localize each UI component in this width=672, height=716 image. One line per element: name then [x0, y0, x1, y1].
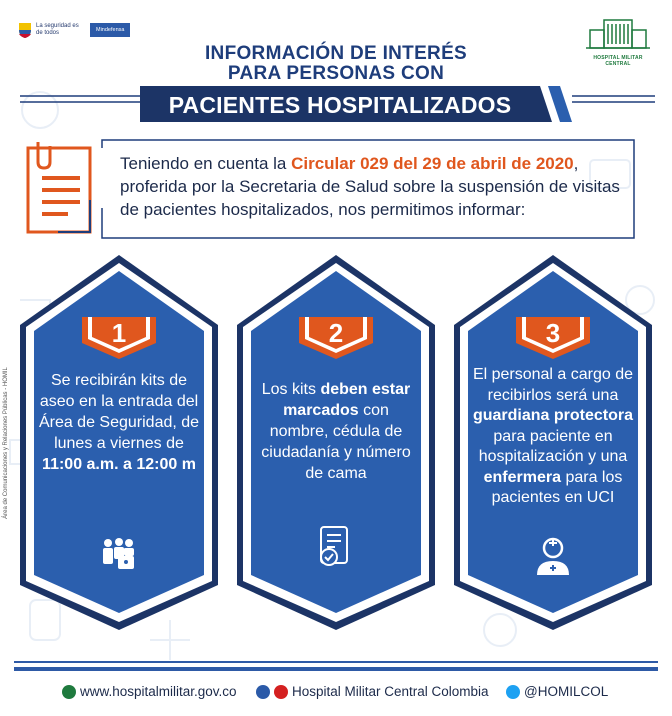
colombia-shield-icon — [18, 22, 32, 38]
intro-text — [120, 152, 620, 221]
social-link[interactable]: Hospital Militar Central Colombia — [292, 684, 489, 699]
intro-rest: , proferida por la Secretaria de Salud sobre la suspensión de visitas de pacientes hospitalizados, nos permitimos informar: — [120, 154, 620, 219]
footer-social[interactable] — [256, 684, 489, 699]
gov-logo-text: La seguridad es de todos — [36, 23, 79, 36]
info-card-2 — [237, 255, 435, 630]
footer — [0, 682, 672, 704]
card-3-text-a: El personal a cargo de recibirlos será una — [472, 366, 634, 404]
twitter-icon — [506, 685, 520, 699]
card-3-text-b: guardiana protectora — [472, 407, 634, 424]
footer-rule-bottom — [14, 667, 658, 671]
card-3-text-c: para paciente en hospitalización y una — [478, 427, 628, 465]
circular-highlight: Circular 029 del 29 de abril de 2020 — [291, 154, 574, 173]
title-line-1: INFORMACIÓN DE INTERÉS — [204, 43, 468, 64]
intro-prefix: Teniendo en cuenta la — [120, 154, 292, 173]
card-1-text-b: 11:00 a.m. a 12:00 m — [42, 456, 196, 473]
card-3-number: 3 — [545, 318, 561, 348]
footer-rule-top — [14, 661, 658, 663]
card-3-text-e: para los pacientes en UCI — [491, 468, 623, 506]
nurse-icon — [535, 537, 571, 577]
facebook-icon — [256, 685, 270, 699]
twitter-handle[interactable]: @HOMILCOL — [524, 684, 609, 699]
card-2-text-b: deben estar marcados — [283, 381, 411, 419]
card-1-text — [38, 370, 200, 475]
card-2-text-a: Los kits — [261, 381, 321, 398]
title-line-2: PARA PERSONAS CON — [227, 63, 445, 84]
footer-twitter[interactable] — [506, 684, 608, 699]
card-2-text-c: con nombre, cédula de ciudadanía y número de cama — [261, 402, 411, 482]
card-2-text — [255, 379, 417, 484]
people-lock-icon — [100, 537, 138, 571]
card-1-number: 1 — [111, 318, 127, 348]
checklist-icon — [317, 525, 355, 569]
card-3-text-d: enfermera — [483, 468, 561, 486]
card-2-number: 2 — [328, 318, 344, 348]
globe-icon — [62, 685, 76, 699]
website-link[interactable]: www.hospitalmilitar.gov.co — [80, 684, 237, 699]
footer-website[interactable] — [62, 684, 237, 699]
card-1-text-a: Se recibirán kits de aseo en la entrada del Área de Seguridad, de lunes a viernes de — [38, 372, 200, 452]
card-3-text — [472, 365, 634, 509]
ministry-badge: Mindefensa — [90, 23, 130, 37]
side-credit: Área de Comunicaciones y Relaciones Públicas - HOMIL — [3, 367, 9, 519]
title-band-text: PACIENTES HOSPITALIZADOS — [168, 92, 512, 118]
government-logo — [18, 22, 130, 38]
info-card-3 — [454, 255, 652, 630]
youtube-icon — [274, 685, 288, 699]
info-card-1 — [20, 255, 218, 630]
document-icon — [20, 140, 100, 240]
hospital-logo-caption: HOSPITAL MILITAR CENTRAL — [593, 55, 643, 67]
